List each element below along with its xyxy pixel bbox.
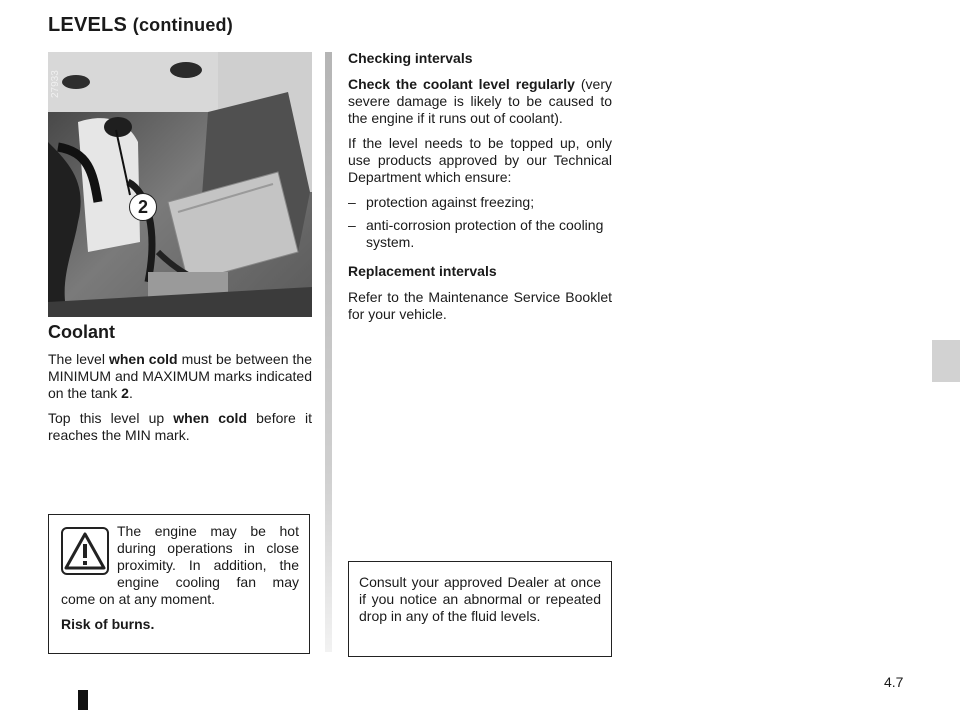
- coolant-section: [48, 318, 312, 452]
- checking-intervals-heading: Checking intervals: [348, 50, 473, 66]
- bottom-mark: [78, 690, 88, 710]
- list-item: – anti-corrosion protection of the cooling system.: [348, 217, 604, 250]
- warning-triangle-icon: [61, 527, 109, 575]
- warning-box: [48, 514, 310, 654]
- page-title: [48, 14, 233, 37]
- checking-paragraph-1: Check the coolant level regularly (very severe damage is likely to be caused to the engine if it runs out of coolant).: [348, 76, 612, 126]
- callout-2: 2: [129, 193, 157, 221]
- list-item: – protection against freezing;: [348, 194, 535, 210]
- warning-text: The engine may be hot during operations in close proximity. In addition, the engine cooling fan may come on at any moment.: [61, 523, 299, 607]
- title-main: LEVELS: [48, 14, 127, 36]
- coolant-paragraph-1: The level when cold must be between the MINIMUM and MAXIMUM marks indicated on the tank 2.: [48, 351, 312, 401]
- engine-bay-illustration: [48, 52, 312, 317]
- title-sub: (continued): [132, 15, 233, 35]
- coolant-paragraph-2: Top this level up when cold before it reaches the MIN mark.: [48, 410, 312, 443]
- coolant-heading: Coolant: [48, 322, 115, 342]
- intervals-section: [348, 50, 612, 331]
- checking-paragraph-2: If the level needs to be topped up, only use products approved by our Technical Department which ensure:: [348, 135, 612, 185]
- requirements-list: [348, 194, 612, 251]
- warning-risk: Risk of burns.: [61, 616, 155, 632]
- replacement-intervals-heading: Replacement intervals: [348, 263, 497, 279]
- info-box: [348, 561, 612, 657]
- column-divider: [325, 52, 332, 652]
- replacement-text: Refer to the Maintenance Service Booklet for your vehicle.: [348, 289, 612, 322]
- info-text: Consult your approved Dealer at once if you notice an abnormal or repeated drop in any of the fluid levels.: [359, 574, 601, 624]
- page-number: 4.7: [884, 674, 904, 690]
- engine-bay-photo: [48, 52, 312, 317]
- image-reference-code: 27933: [50, 70, 61, 98]
- chapter-tab: [932, 340, 960, 382]
